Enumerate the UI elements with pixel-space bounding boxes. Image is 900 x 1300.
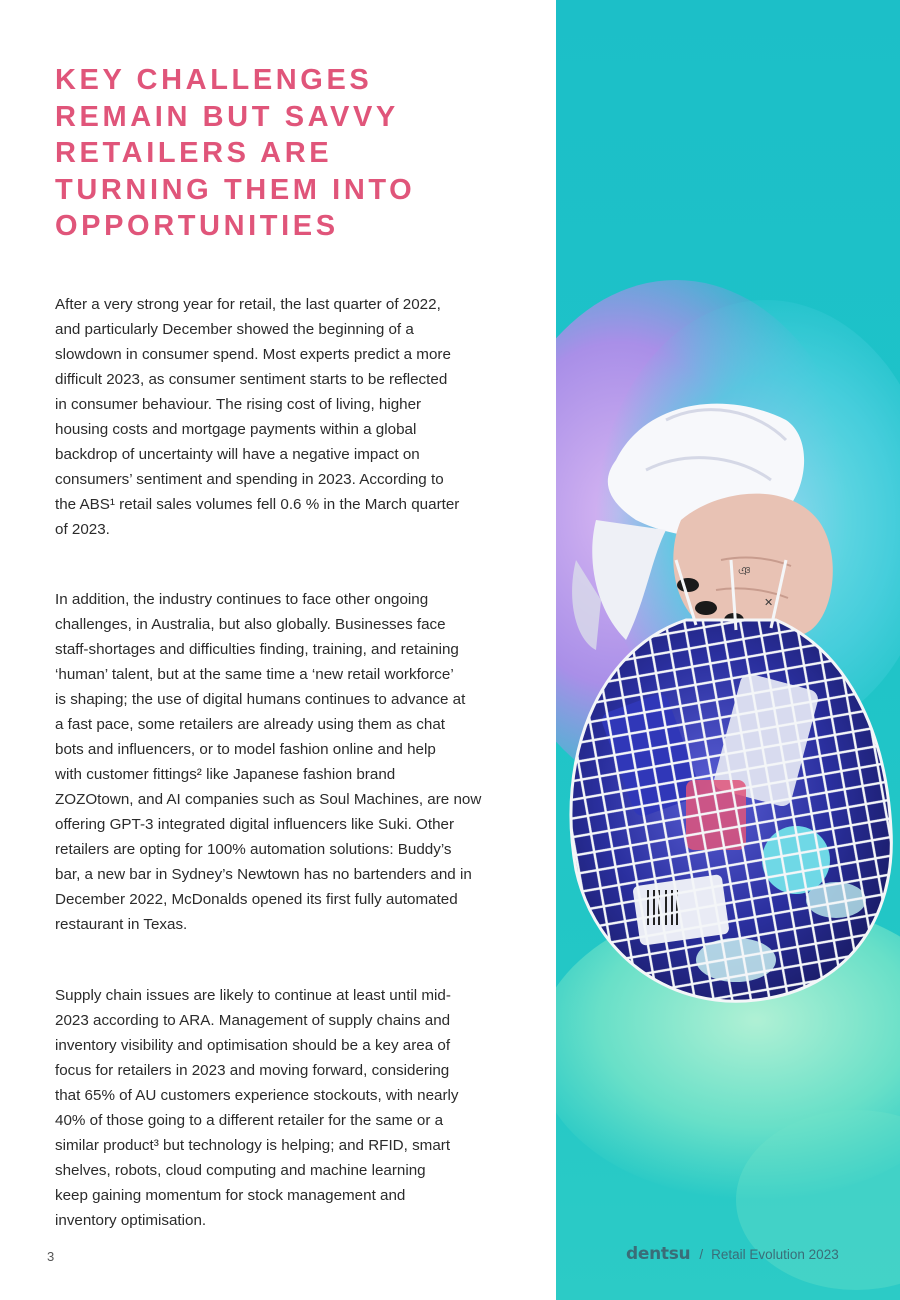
text-line: In addition, the industry continues to face other ongoing [55,591,429,608]
text-line: is shaping; the use of digital humans continues to advance at [55,691,466,708]
text-line: 2023 according to ARA. Management of supply chains and [55,1012,451,1029]
title-line: REMAIN BUT SAVVY [55,100,399,133]
footer-separator: / [699,1247,704,1262]
title-line: TURNING THEM INTO [55,173,416,206]
text-line: consumers’ sentiment and spending in 2023. According to [55,471,444,488]
text-line: inventory visibility and optimisation should be a key area of [55,1037,451,1054]
text-line: focus for retailers in 2023 and moving forward, considering [55,1062,450,1079]
text-line: and particularly December showed the beginning of a [55,321,414,338]
text-line: housing costs and mortgage payments within a global [55,421,417,438]
text-line: ‘human’ talent, but at the same time a ‘new retail workforce’ [55,666,454,683]
text-line: offering GPT-3 integrated digital influencers like Suki. Other [55,816,455,833]
hero-image-panel [556,0,900,1300]
publication-title: Retail Evolution 2023 [711,1247,839,1262]
text-line: staff-shortages and difficulties finding, training, and retaining [55,641,459,658]
text-line: the ABS¹ retail sales volumes fell 0.6 % in the March quarter [55,496,460,513]
dentsu-logo: dentsu [626,1244,691,1264]
text-line: keep gaining momentum for stock management and [55,1187,406,1204]
page-title [55,62,495,245]
text-line: with customer fittings² like Japanese fashion brand [55,766,396,783]
text-line: retailers are opting for 100% automation solutions: Buddy’s [55,841,452,858]
text-line: of 2023. [55,521,110,538]
title-line: KEY CHALLENGES [55,64,373,96]
text-line: bots and influencers, or to model fashion online and help [55,741,436,758]
text-line: 40% of those going to a different retailer for the same or a [55,1112,444,1129]
text-line: slowdown in consumer spend. Most experts predict a more [55,346,451,363]
text-line: bar, a new bar in Sydney’s Newtown has no bartenders and in [55,866,472,883]
text-line: December 2022, McDonalds opened its first fully automated [55,891,458,908]
text-line: backdrop of uncertainty will have a negative impact on [55,446,420,463]
text-line: in consumer behaviour. The rising cost of living, higher [55,396,422,413]
paragraph-economic-outlook [55,292,515,542]
page-number: 3 [47,1249,55,1264]
text-line: that 65% of AU customers experience stockouts, with nearly [55,1087,459,1104]
text-line: Supply chain issues are likely to continue at least until mid- [55,987,451,1004]
paragraph-workforce-challenges [55,587,515,937]
paragraph-supply-chain [55,983,515,1233]
title-line: OPPORTUNITIES [55,210,339,242]
text-line: shelves, robots, cloud computing and machine learning [55,1162,426,1179]
svg-text:✕: ✕ [764,596,774,609]
mesh-bag-illustration [556,0,900,1300]
title-line: RETAILERS ARE [55,137,333,169]
text-line: inventory optimisation. [55,1212,207,1229]
footer [626,1244,839,1264]
text-line: difficult 2023, as consumer sentiment starts to be reflected [55,371,448,388]
text-line: a fast pace, some retailers are already using them as chat [55,716,446,733]
text-line: challenges, in Australia, but also globally. Businesses face [55,616,446,633]
text-line: ZOZOtown, and AI companies such as Soul Machines, are now [55,791,482,808]
svg-text:ঞ: ঞ [738,564,751,578]
text-line: similar product³ but technology is helping; and RFID, smart [55,1137,451,1154]
text-line: restaurant in Texas. [55,916,188,933]
text-line: After a very strong year for retail, the last quarter of 2022, [55,296,441,313]
